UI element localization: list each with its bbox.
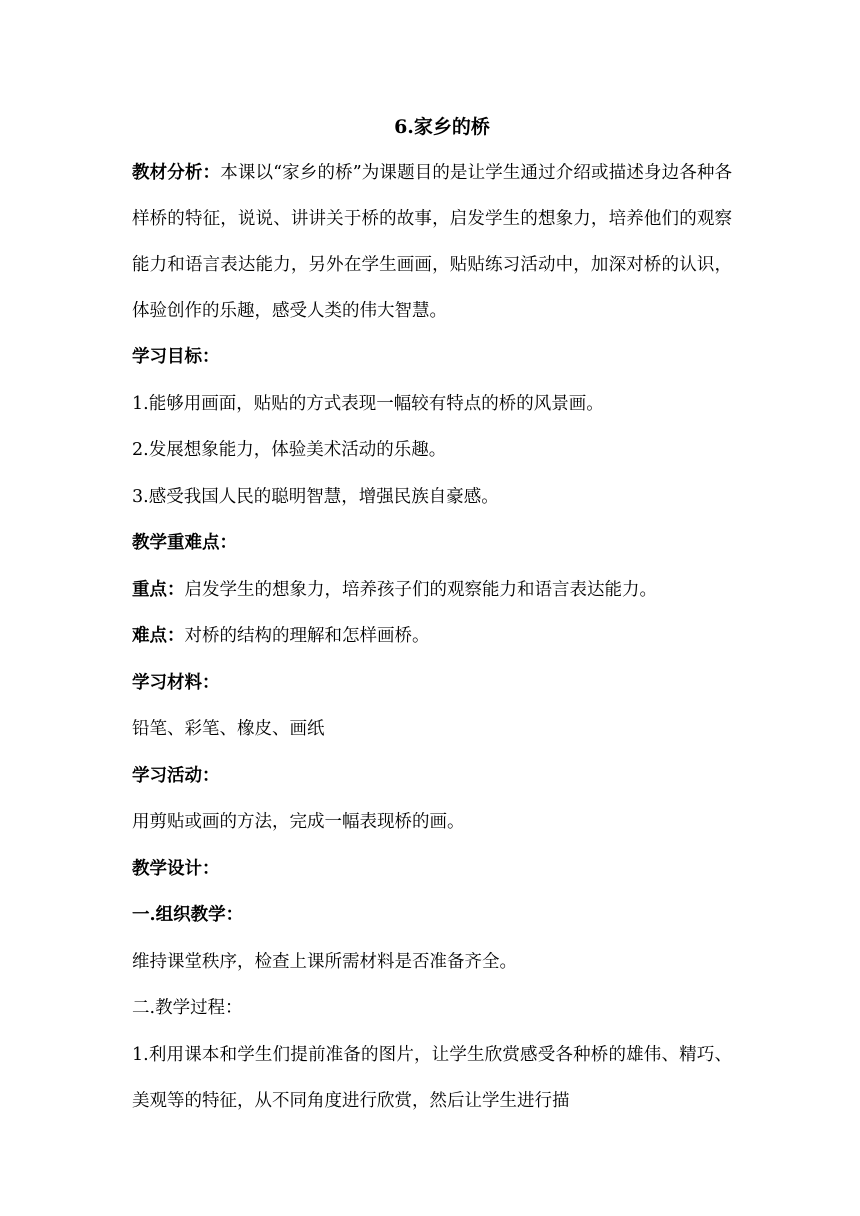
design-step2-text: 1.利用课本和学生们提前准备的图片，让学生欣赏感受各种桥的雄伟、精巧、美观等的特征，从不同角度进行欣赏，然后让学生进行描 <box>132 1044 732 1111</box>
analysis-text: 本课以“家乡的桥”为课题目的是让学生通过介绍或描述身边各种各样桥的特征，说说、讲讲关于桥的故事，启发学生的想象力，培养他们的观察能力和语言表达能力，另外在学生画画，贴贴练习活动中，加深对桥的认识，体验创作的乐趣，感受人类的伟大智慧。 <box>132 163 732 321</box>
objective-item-3: 3.感受我国人民的聪明智慧，增强民族自豪感。 <box>132 486 499 507</box>
design-step2-heading: 二.教学过程： <box>132 998 243 1018</box>
difficult-point-text: 对桥的结构的理解和怎样画桥。 <box>184 626 430 646</box>
key-point-label: 重点： <box>132 579 185 600</box>
document-body <box>132 110 732 1124</box>
objective-item-1: 1.能够用画面，贴贴的方式表现一幅较有特点的桥的风景画。 <box>132 393 604 414</box>
difficult-point-line <box>132 613 732 660</box>
activities-text: 用剪贴或画的方法，完成一幅表现桥的画。 <box>132 812 465 832</box>
activities-heading: 学习活动： <box>132 765 220 786</box>
materials-heading: 学习材料： <box>132 672 220 693</box>
materials-text: 铅笔、彩笔、橡皮、画纸 <box>132 719 325 739</box>
analysis-label: 教材分析： <box>132 163 221 183</box>
key-points-heading: 教学重难点： <box>132 533 237 553</box>
key-point-line <box>132 567 732 614</box>
key-point-text: 启发学生的想象力，培养孩子们的观察能力和语言表达能力。 <box>184 579 657 600</box>
analysis-paragraph <box>132 150 732 334</box>
document-title: 6.家乡的桥 <box>394 116 490 138</box>
difficult-point-label: 难点： <box>132 626 185 646</box>
design-step1-text: 维持课堂秩序，检查上课所需材料是否准备齐全。 <box>132 951 517 972</box>
design-heading: 教学设计： <box>132 858 220 879</box>
objective-item-2: 2.发展想象能力，体验美术活动的乐趣。 <box>132 440 447 460</box>
design-step1-heading: 一.组织教学： <box>132 905 244 925</box>
objectives-heading: 学习目标： <box>132 347 220 367</box>
